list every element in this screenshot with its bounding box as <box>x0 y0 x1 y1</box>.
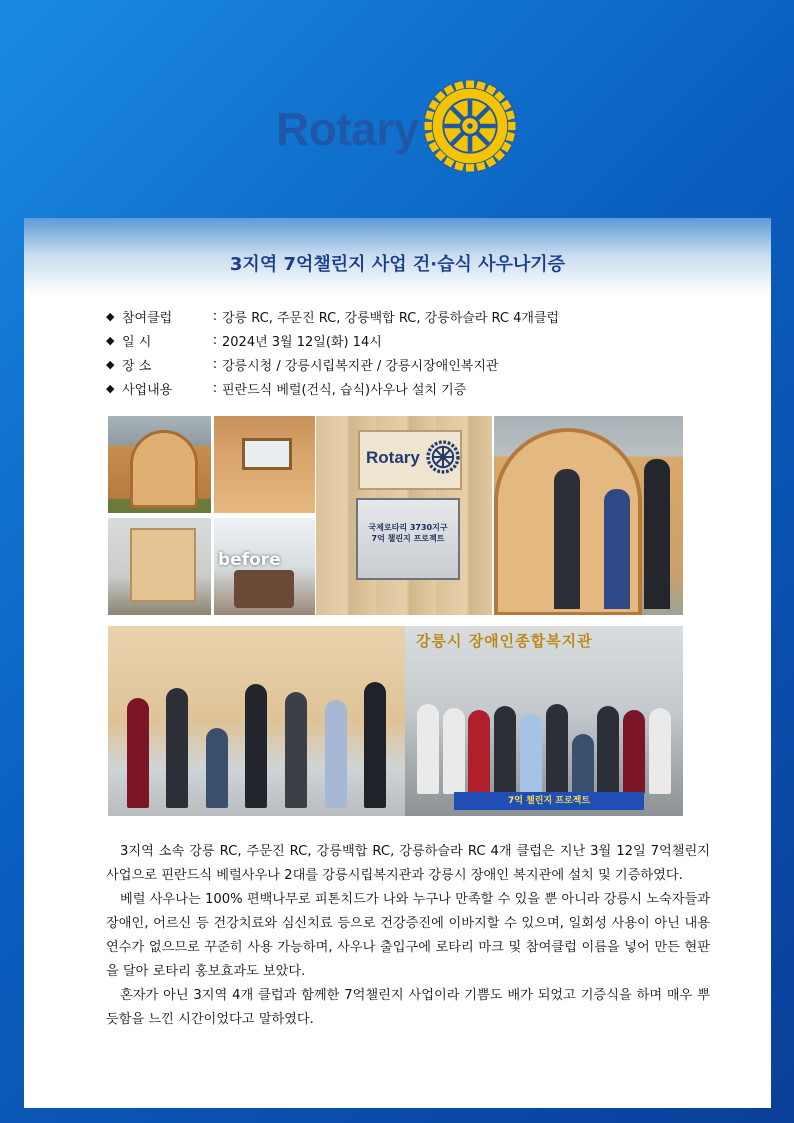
building-sign: 강릉시 장애인종합복지관 <box>416 632 593 650</box>
info-label: 장 소 <box>122 358 152 374</box>
info-list <box>106 304 726 400</box>
body-paragraph: 3지역 소속 강릉 RC, 주문진 RC, 강릉백합 RC, 강릉하슬라 RC 4개 클럽은 지난 3월 12일 7억챌린지 사업으로 핀란드식 베럴사우나 2대를 강릉시립복지관과 강릉시 장애인 복지관에 설치 및 기증하였다. <box>106 844 710 883</box>
photo-group-welfare-center <box>405 626 683 816</box>
info-row-date <box>106 328 726 352</box>
info-value: 강릉 RC, 주문진 RC, 강릉백합 RC, 강릉하슬라 RC 4개클럽 <box>222 310 560 326</box>
diamond-bullet-icon: ◆ <box>106 309 115 323</box>
photo-plaque-unveiling <box>494 416 683 615</box>
info-value: 강릉시청 / 강릉시립복지관 / 강릉시장애인복지관 <box>222 358 499 374</box>
person-figure <box>623 710 645 794</box>
rotary-wordmark: Rotary <box>276 103 419 155</box>
plaque-project-sign <box>356 498 460 580</box>
person-figure <box>417 704 439 794</box>
person-figure <box>166 688 188 808</box>
photo-sauna-construction <box>108 518 211 615</box>
person-figure <box>597 706 619 794</box>
article-title: 3지역 7억챌린지 사업 건·습식 사우나기증 <box>229 254 566 275</box>
person-figure <box>325 700 347 808</box>
person-figure <box>245 684 267 808</box>
rotary-wheel-icon <box>424 80 516 172</box>
person-figure <box>468 710 490 794</box>
plaque-rotary-sign <box>358 430 462 490</box>
plaque-rotary-wordmark: Rotary <box>366 448 420 467</box>
diamond-bullet-icon: ◆ <box>106 381 115 395</box>
info-row-place <box>106 352 726 376</box>
person-figure <box>206 728 228 808</box>
person-figure <box>572 734 594 794</box>
group-people <box>108 688 405 808</box>
photo-sauna-exterior <box>108 416 211 513</box>
plaque-line-district: 국제로타리 3730지구 <box>368 523 448 532</box>
info-value: 핀란드식 베럴(건식, 습식)사우나 설치 기증 <box>222 382 467 398</box>
body-paragraph: 혼자가 아닌 3지역 4개 클럽과 함께한 7억챌린지 사업이라 기쁨도 배가 되었고 기증식을 하며 매우 뿌듯함을 느낀 시간이었다고 말하였다. <box>106 988 710 1027</box>
info-label: 일 시 <box>122 334 152 350</box>
info-row-clubs <box>106 304 726 328</box>
person-figure <box>546 704 568 794</box>
info-colon: : <box>212 308 218 324</box>
info-colon: : <box>212 332 218 348</box>
person-figure <box>364 682 386 808</box>
person-figure <box>127 698 149 808</box>
before-label: before <box>218 550 281 570</box>
person-figure <box>649 708 671 794</box>
person-figure <box>494 706 516 794</box>
diamond-bullet-icon: ◆ <box>106 333 115 347</box>
info-value: 2024년 3월 12일(화) 14시 <box>222 334 382 350</box>
info-row-project <box>106 376 726 400</box>
group-people <box>405 694 683 794</box>
person-figure <box>520 714 542 794</box>
info-colon: : <box>212 356 218 372</box>
info-label: 참여클럽 <box>122 310 173 326</box>
info-colon: : <box>212 380 218 396</box>
person-figure <box>604 489 630 609</box>
info-label: 사업내용 <box>122 382 173 398</box>
rotary-wheel-icon <box>426 440 460 474</box>
article-body <box>106 840 710 1032</box>
photo-sauna-interior <box>214 416 315 513</box>
person-figure <box>554 469 580 609</box>
diamond-bullet-icon: ◆ <box>106 357 115 371</box>
person-figure <box>644 459 670 609</box>
photo-group-sauna <box>108 626 405 816</box>
body-paragraph: 베럴 사우나는 100% 편백나무로 피톤치드가 나와 누구나 만족할 수 있을 뿐 아니라 강릉시 노숙자들과 장애인, 어르신 등 건강치료와 심신치료 등으로 건강증진에 이바지할 수 있으며, 일회성 사용이 아닌 내용 연수가 없으므로 꾸준히 사용 가능하며, 사우나 출입구에 로타리 마크 및 참여클럽 이름을 넣어 만든 현판을 달아 로타리 홍보효과도 보았다. <box>106 892 710 979</box>
content-sheet <box>24 218 771 1108</box>
rotary-logo <box>276 80 516 176</box>
person-figure <box>443 708 465 794</box>
person-figure <box>285 692 307 808</box>
plaque-line-project: 7억 챌린지 프로젝트 <box>371 534 445 543</box>
project-banner: 7억 챌린지 프로젝트 <box>454 792 644 810</box>
